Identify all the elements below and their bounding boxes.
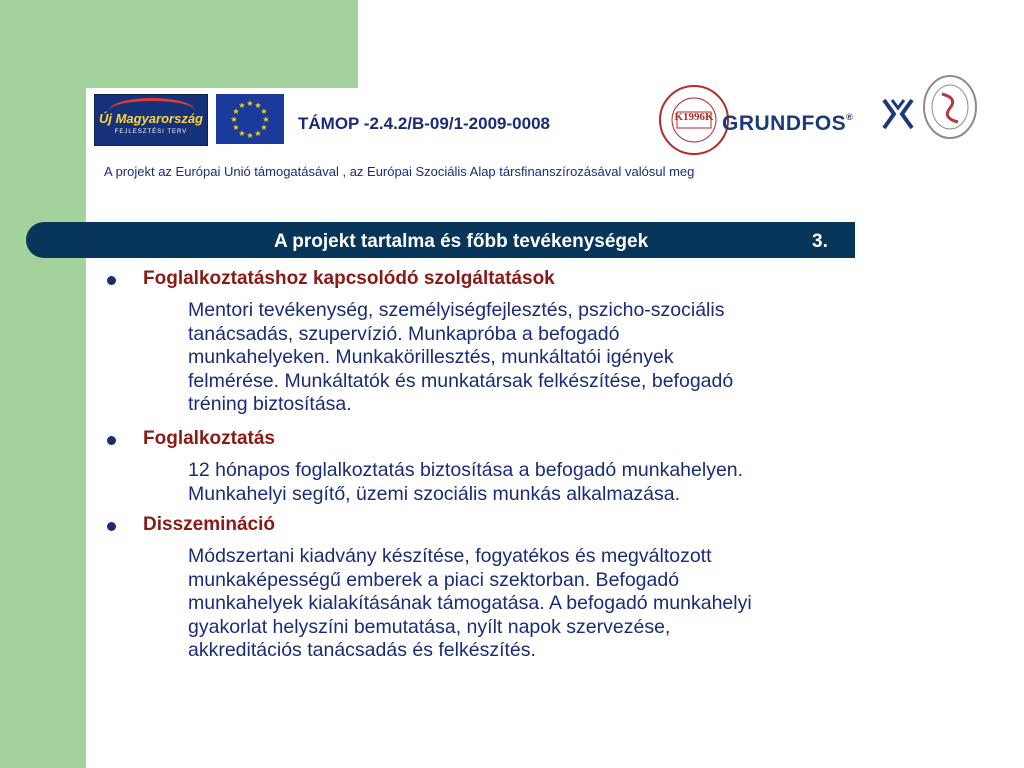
uj-magyarorszag-logo <box>94 94 208 146</box>
body-line: tanácsadás, szupervízió. Munkapróba a befogadó <box>188 322 620 345</box>
svg-text:★: ★ <box>262 115 270 124</box>
svg-text:★: ★ <box>246 99 254 108</box>
bullet-icon <box>107 522 116 531</box>
top-green-block <box>86 0 358 88</box>
section-heading: Disszemináció <box>143 514 275 535</box>
emblem-shape <box>922 74 978 140</box>
svg-text:★: ★ <box>230 115 238 124</box>
grundfos-logo-text: GRUNDFOS <box>722 112 847 135</box>
svg-text:★: ★ <box>260 123 268 132</box>
left-green-strip <box>0 0 86 768</box>
eu-flag-icon <box>216 94 284 144</box>
body-line: Mentori tevékenység, személyiségfejlesztés, pszicho-szociális <box>188 299 725 321</box>
emblem-icon <box>922 74 978 140</box>
eu-stars-icon <box>216 94 284 144</box>
svg-text:★: ★ <box>254 101 262 110</box>
uj-magyarorszag-logo-text: Új Magyarország <box>98 111 204 126</box>
body-line: gyakorlat helyszíni bemutatása, nyílt napok szervezése, <box>188 615 671 638</box>
project-code-title: TÁMOP -2.4.2/B-09/1-2009-0008 <box>298 114 550 133</box>
section-body <box>188 299 948 417</box>
section-heading: Foglalkoztatás <box>143 428 275 449</box>
funding-subtitle: A projekt az Európai Unió támogatásával , az Európai Szociális Alap társfinanszírozásával valósul meg <box>104 164 695 179</box>
banner-slide-number: 3. <box>812 231 828 252</box>
section-body <box>188 545 948 663</box>
body-line: Munkahelyi segítő, üzemi szociális munkás alkalmazása. <box>188 482 681 505</box>
grundfos-logo <box>722 112 853 136</box>
body-line: munkaképességű emberek a piaci szektorban. Befogadó <box>188 568 680 591</box>
body-line: tréning biztosítása. <box>188 393 352 415</box>
section-body <box>188 459 948 506</box>
bullet-icon <box>107 276 116 285</box>
body-line: felmérése. Munkáltatók és munkatársak felkészítése, befogadó <box>188 369 734 392</box>
banner-title: A projekt tartalma és főbb tevékenységek <box>274 231 649 252</box>
svg-text:★: ★ <box>238 129 246 138</box>
svg-text:★: ★ <box>232 123 240 132</box>
svg-text:★: ★ <box>254 129 262 138</box>
body-line: 12 hónapos foglalkoztatás biztosítása a befogadó munkahelyen. <box>188 459 744 481</box>
bullet-icon <box>107 436 116 445</box>
svg-text:★: ★ <box>232 107 240 116</box>
uj-magyarorszag-logo-subtext: FEJLESZTÉSI TERV <box>114 129 188 135</box>
body-line: munkahelyek kialakításának támogatása. A befogadó munkahelyi <box>188 592 752 614</box>
x-mark-icon <box>880 96 916 132</box>
svg-text:★: ★ <box>246 131 254 140</box>
grundfos-registered-mark: ® <box>846 112 854 122</box>
svg-text:★: ★ <box>260 107 268 116</box>
svg-text:★: ★ <box>238 101 246 110</box>
konzorcium-logo-text: K1996K <box>674 111 714 123</box>
section-heading: Foglalkoztatáshoz kapcsolódó szolgáltatások <box>143 268 555 289</box>
body-line: akkreditációs tanácsadás és felkészítés. <box>188 639 536 661</box>
body-line: munkahelyeken. Munkakörillesztés, munkáltatói igények <box>188 346 674 368</box>
body-line: Módszertani kiadvány készítése, fogyatékos és megváltozott <box>188 545 712 567</box>
x-mark-shape <box>880 96 916 132</box>
